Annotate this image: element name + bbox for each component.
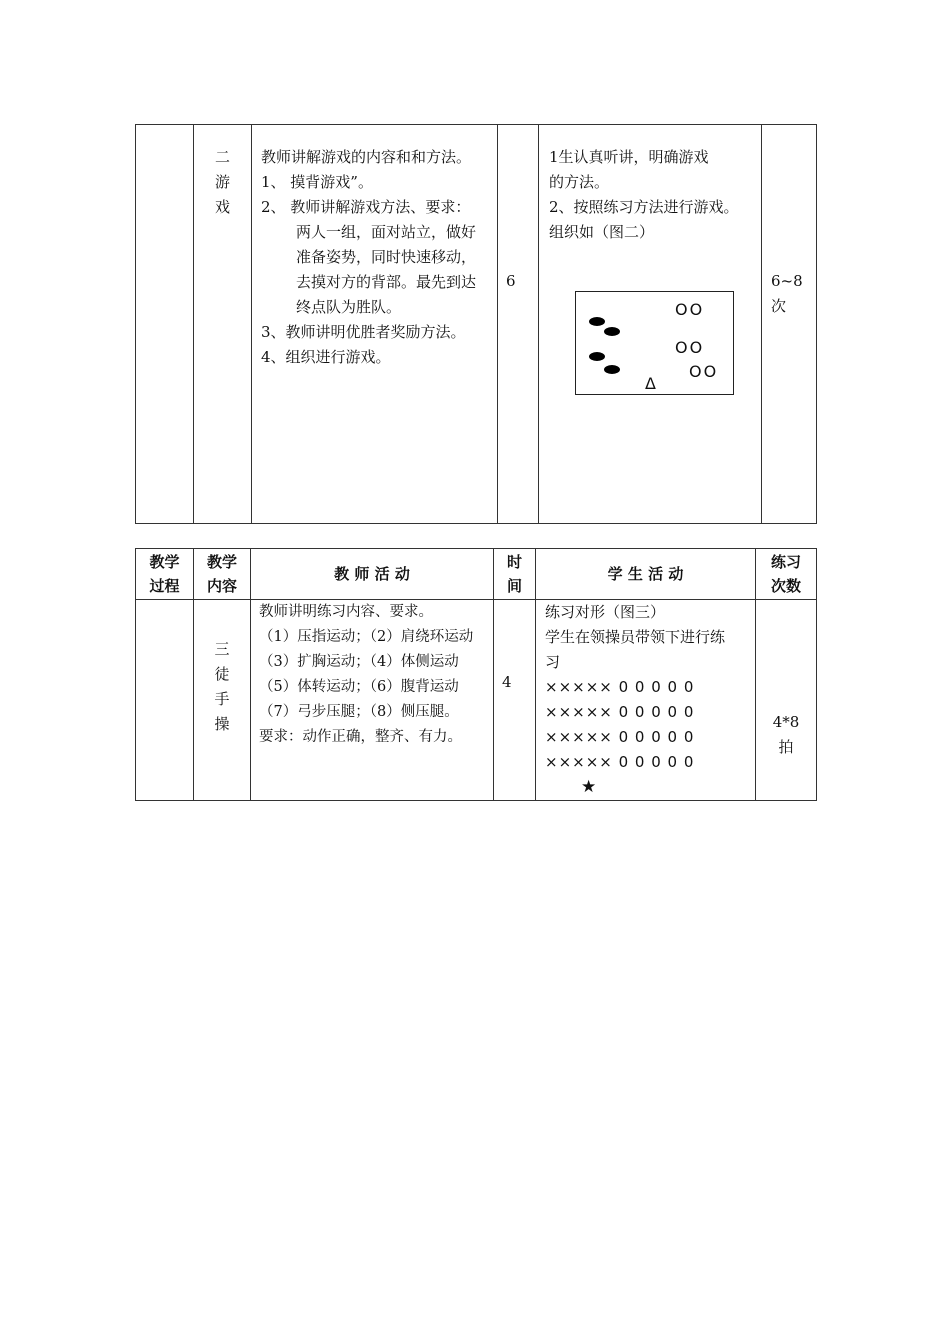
count-cell-exercise: 4*8 拍	[756, 600, 817, 801]
count-cell-game: 6~8 次	[762, 125, 817, 524]
player-dot	[589, 352, 605, 361]
player-rings: OO	[689, 362, 719, 381]
lesson-table-exercise	[135, 548, 817, 801]
player-rings: OO	[675, 338, 705, 357]
formation-row: ××××× 0 0 0 0 0	[545, 678, 695, 696]
header-teacher-activity: 教 师 活 动	[251, 549, 494, 600]
student-activity-exercise: 练习对形（图三） 学生在领操员带领下进行练 习 ××××× 0 0 0 0 0 ××××× 0 0 0 0 0 ××××× 0 0 0 0 0 ××××× 0 0 0 0 0 ★	[536, 600, 756, 801]
student-activity-game: 1生认真听讲，明确游戏 的方法。 2、按照练习方法进行游戏。 组织如（图二） OO OO OO Δ	[539, 125, 762, 524]
header-content: 教学 内容	[194, 549, 251, 600]
section-title-exercise: 三 徒 手 操	[194, 600, 251, 801]
formation-row: ××××× 0 0 0 0 0	[545, 753, 695, 771]
player-dot	[589, 317, 605, 326]
game-formation-diagram	[575, 291, 734, 395]
player-dot	[604, 365, 620, 374]
teacher-activity-game: 教师讲解游戏的内容和和方法。 1、 摸背游戏”。 2、 教师讲解游戏方法、要求： 两人一组，面对站立，做好 准备姿势，同时快速移动， 去摸对方的背部。最先到达 终点队为胜队。 3、教师讲明优胜者奖励方法。 4、组织进行游戏。	[252, 125, 498, 524]
player-rings: OO	[675, 300, 705, 319]
formation-row: ××××× 0 0 0 0 0	[545, 703, 695, 721]
header-count: 练习 次数	[756, 549, 817, 600]
section-title-game: 二 游 戏	[194, 125, 252, 524]
leader-star-icon: ★	[581, 777, 597, 797]
time-cell-exercise: 4	[494, 600, 536, 801]
player-dot	[604, 327, 620, 336]
process-cell	[136, 125, 194, 524]
formation-row: ××××× 0 0 0 0 0	[545, 728, 695, 746]
header-student-activity: 学 生 活 动	[536, 549, 756, 600]
teacher-activity-exercise: 教师讲明练习内容、要求。 （1）压指运动；（2）肩绕环运动 （3）扩胸运动；（4）体侧运动 （5）体转运动；（6）腹背运动 （7）弓步压腿；（8）侧压腿。 要求：动作正确，整齐、有力。	[251, 600, 494, 801]
time-cell-game: 6	[498, 125, 539, 524]
lesson-table-game	[135, 124, 817, 524]
teacher-marker-icon: Δ	[645, 374, 656, 393]
process-cell	[136, 600, 194, 801]
header-process: 教学 过程	[136, 549, 194, 600]
header-time: 时 间	[494, 549, 536, 600]
